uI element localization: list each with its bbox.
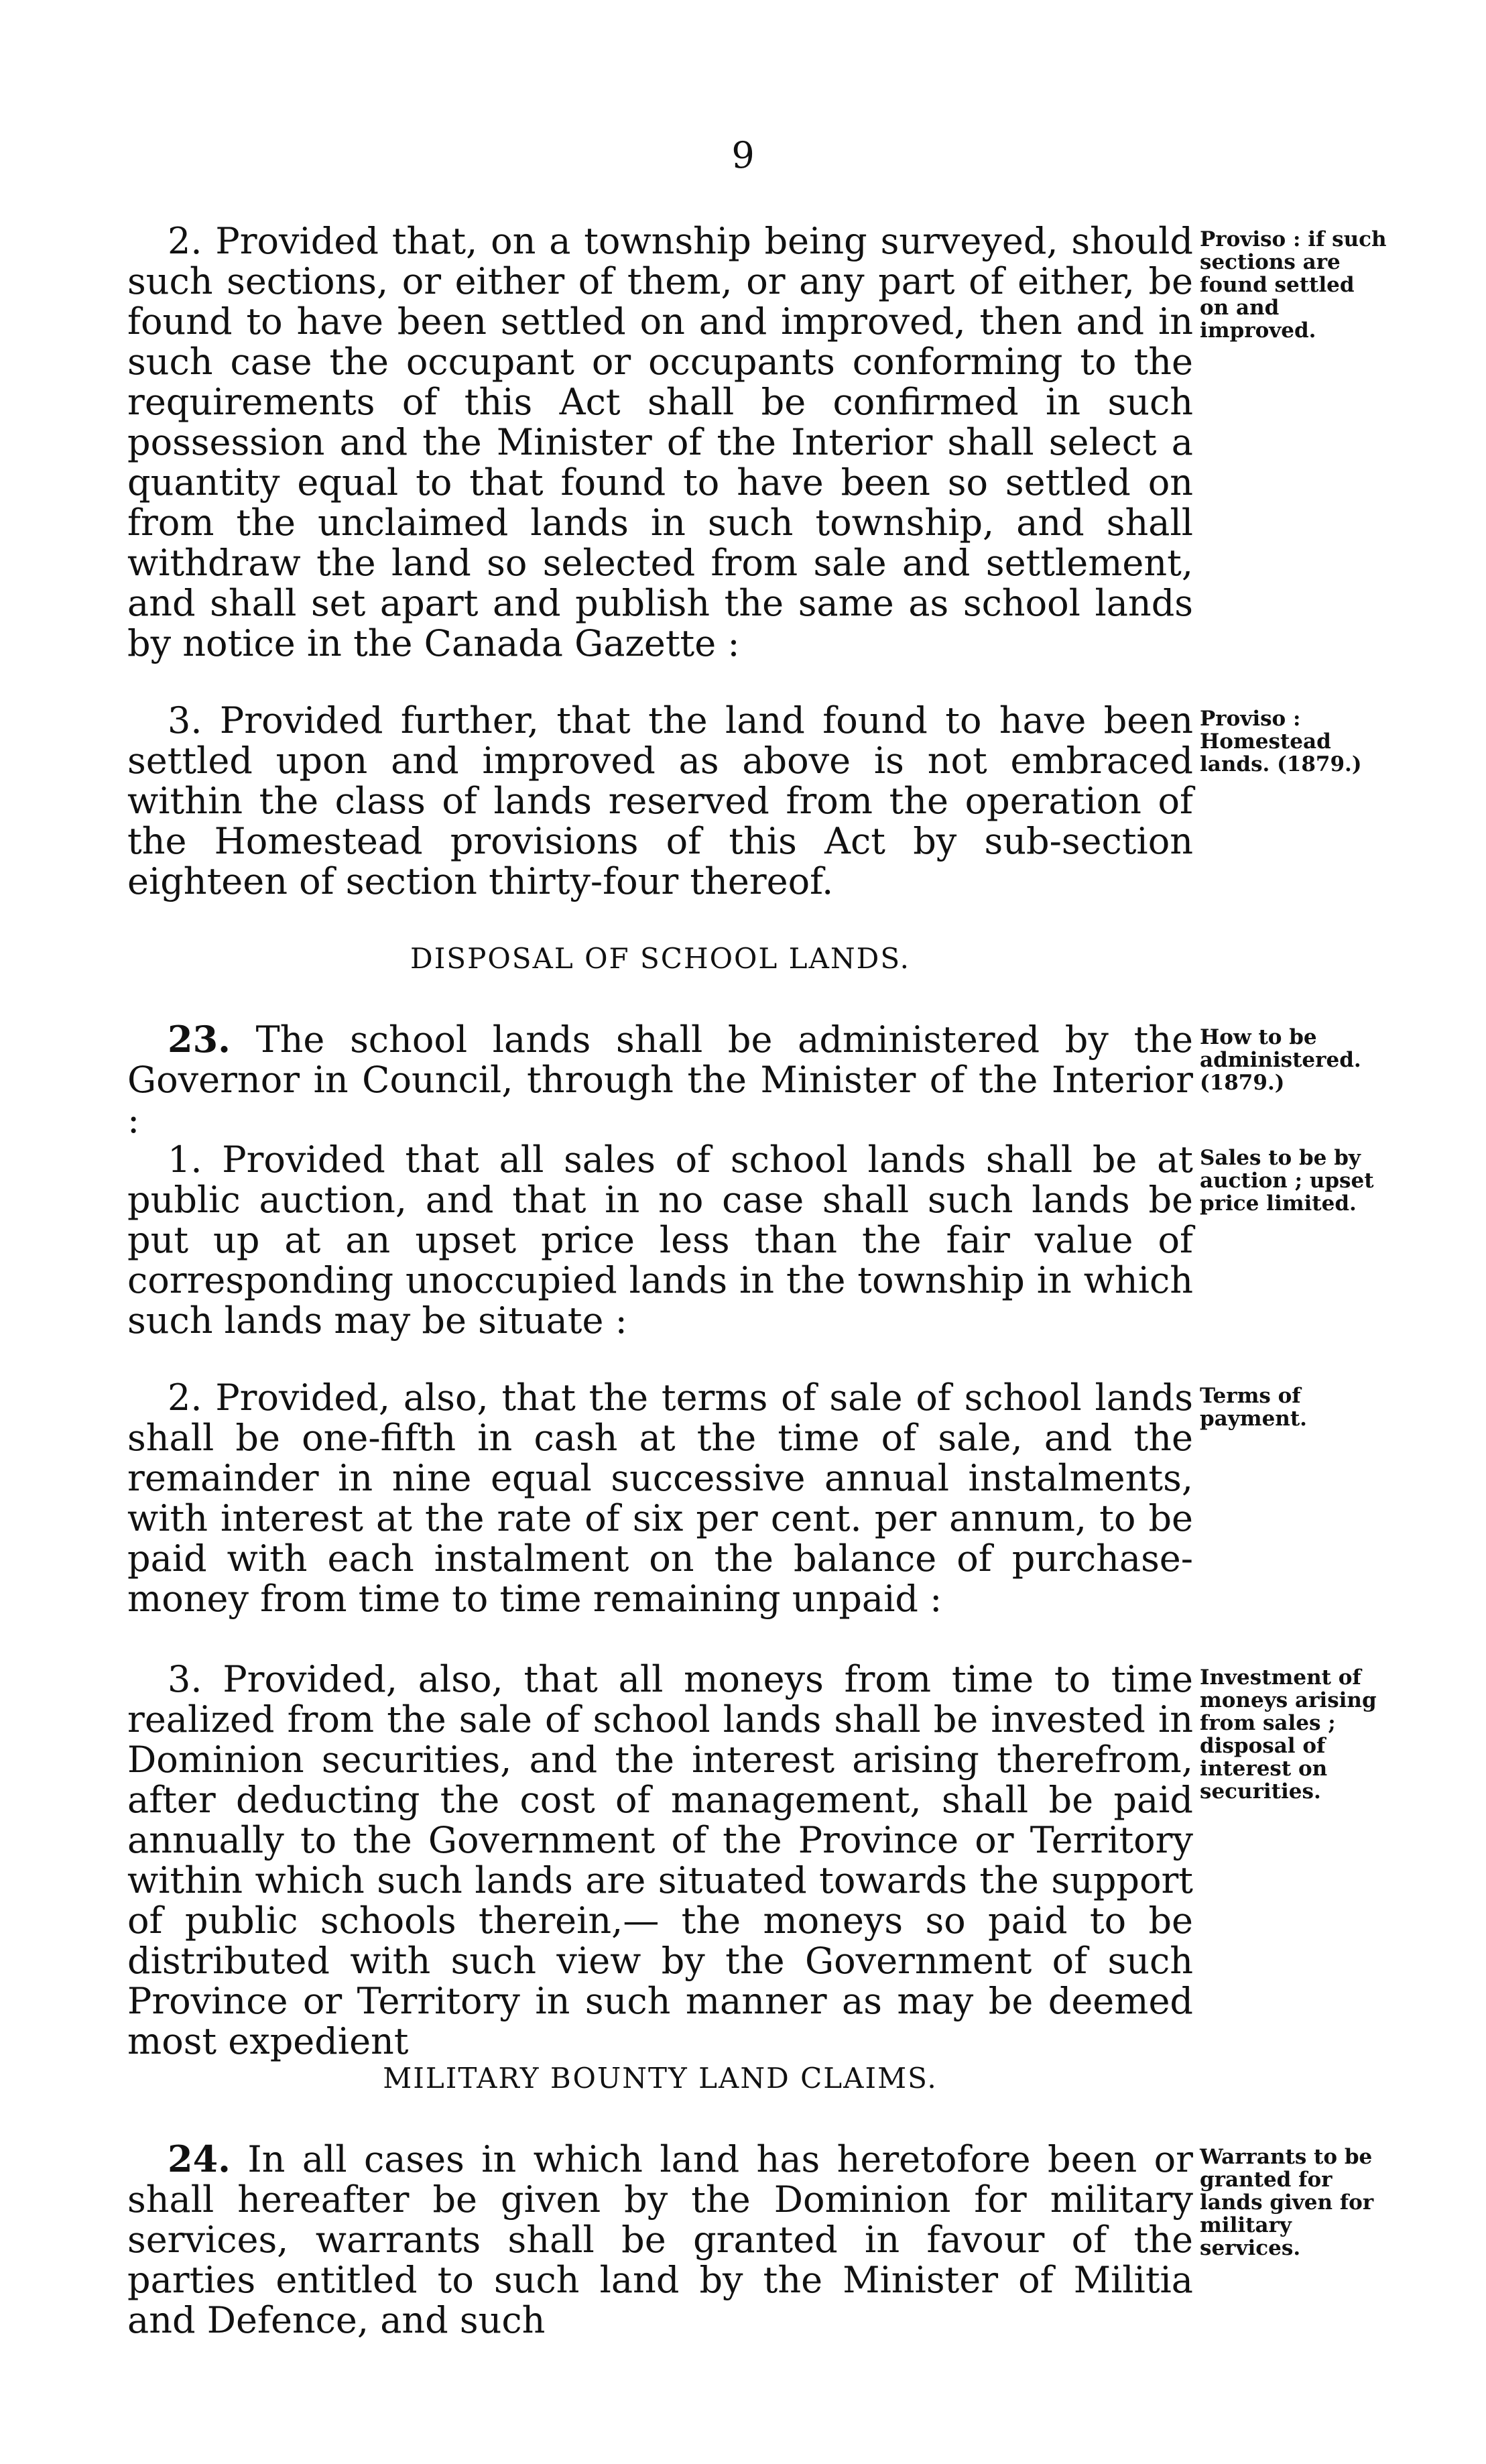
section-heading-disposal: DISPOSAL OF SCHOOL LANDS. — [410, 942, 910, 975]
page-number: 9 — [731, 134, 755, 176]
section-23-text: The school lands shall be administered by the Governor in Council, through the Minister of the Interior : — [127, 1018, 1193, 1141]
paragraph-section-23 — [127, 1019, 1193, 1140]
margin-note-proviso-3: Proviso : Homestead lands. (1879.) — [1200, 707, 1362, 776]
paragraph-clause-2: 2. Provided, also, that the terms of sale of school lands shall be one-fifth in cash at the time of sale, and the remainder in nine equal successive annual instalments, with interest at the rate of six per cent. per annum, to be paid with each instalment on the balance of purchase-money from time to time remaining unpaid : — [127, 1376, 1193, 1620]
margin-note-section-23: How to be administered. (1879.) — [1200, 1025, 1361, 1095]
section-heading-military: MILITARY BOUNTY LAND CLAIMS. — [383, 2062, 938, 2095]
paragraph-proviso-3: 3. Provided further, that the land found to have been settled upon and improved as above is not embraced within the class of lands reserved from the operation of the Homestead provisions of this Act by sub-section eighteen of section thirty-four thereof. — [127, 699, 1193, 902]
paragraph-proviso-2: 2. Provided that, on a township being surveyed, should such sections, or either of them, or any part of either, be found to have been settled on and improved, then and in such case the occupant or occupants conforming to the requirements of this Act shall be confirmed in such possession and the Minister of the Interior shall select a quantity equal to that found to have been so settled on from the unclaimed lands in such township, and shall withdraw the land so selected from sale and settlement, and shall set apart and publish the same as school lands by notice in the Canada Gazette : — [127, 220, 1193, 664]
section-number-23: 23. — [168, 1018, 231, 1061]
paragraph-clause-3: 3. Provided, also, that all moneys from time to time realized from the sale of school lands shall be invested in Dominion securities, and the interest arising therefrom, after deducting the cost of management, shall be paid annually to the Government of the Province or Territory within which such lands are situated towards the support of public schools therein,— the moneys so paid to be distributed with such view by the Government of such Province or Territory in such manner as may be deemed most expedient — [127, 1658, 1193, 2062]
section-24-text: In all cases in which land has heretofore been or shall hereafter be given by the Dominion for military services, warrants shall be granted in favour of the parties entitled to such land by the Minister of Militia and Defence, and such — [127, 2138, 1193, 2341]
margin-note-clause-1: Sales to be by auction ; upset price limited. — [1200, 1146, 1374, 1216]
margin-note-proviso-2: Proviso : if such sections are found settled on and improved. — [1200, 227, 1387, 343]
paragraph-section-24 — [127, 2139, 1193, 2341]
margin-note-section-24: Warrants to be granted for lands given for military services. — [1200, 2145, 1374, 2260]
paragraph-clause-1: 1. Provided that all sales of school lands shall be at public auction, and that in no case shall such lands be put up at an upset price less than the fair value of corresponding unoccupied lands in the township in which such lands may be situate : — [127, 1138, 1193, 1342]
section-number-24: 24. — [168, 2137, 231, 2180]
margin-note-clause-2: Terms of payment. — [1200, 1384, 1307, 1431]
margin-note-clause-3: Investment of moneys arising from sales ; disposal of interest on securities. — [1200, 1665, 1377, 1804]
